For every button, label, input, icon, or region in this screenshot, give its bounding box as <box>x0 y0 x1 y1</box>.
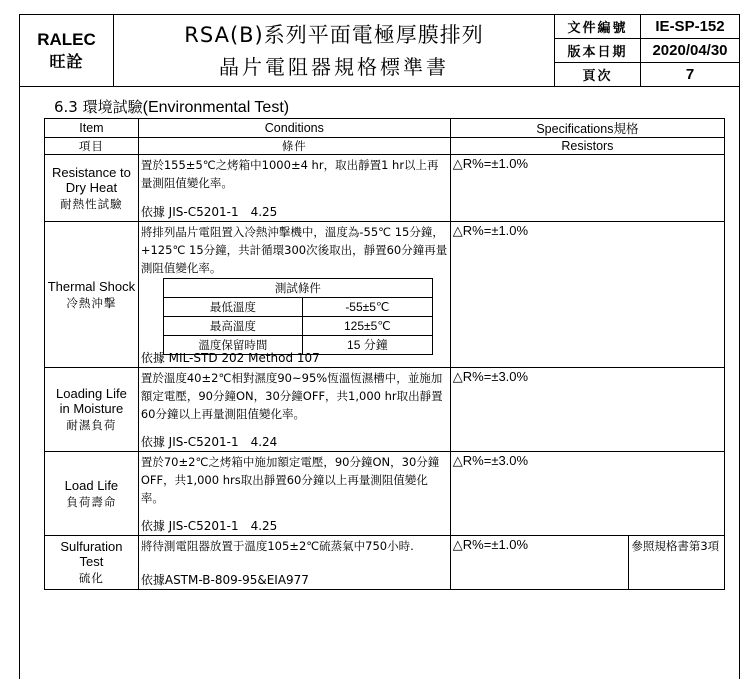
condition-cell <box>138 368 450 452</box>
table-row <box>45 155 725 222</box>
doc-number-label: 文件編號 <box>555 15 641 39</box>
spec-value: △R%=±1.0% <box>450 222 724 368</box>
brand-name-en: RALEC <box>37 29 96 49</box>
section-title-en: (Environmental Test) <box>142 99 290 116</box>
test-conditions-title: 測試條件 <box>163 279 432 298</box>
dwell-time-value: 15 分鐘 <box>302 336 432 355</box>
item-name-cn: 硫化 <box>78 571 104 585</box>
table-row <box>45 452 725 536</box>
table-row <box>45 222 725 368</box>
section-title-cn: 環境試驗 <box>82 98 143 116</box>
section-heading <box>54 96 289 117</box>
header-item-cn: 項目 <box>45 138 139 155</box>
version-date-label: 版本日期 <box>555 39 641 63</box>
item-name-en: Sulfuration Test <box>60 539 123 569</box>
spec-value: △R%=±3.0% <box>450 368 724 452</box>
item-cell <box>45 155 139 222</box>
item-name-cn: 負荷壽命 <box>66 494 117 509</box>
page-number-value: 7 <box>641 63 740 87</box>
standard-reference: 依據ASTM-B-809-95&EIA977 <box>140 573 309 587</box>
spec-value: △R%=±1.0% <box>450 155 724 222</box>
max-temp-label: 最高溫度 <box>163 317 302 336</box>
table-row <box>45 368 725 452</box>
doc-number-value: IE-SP-152 <box>641 15 740 39</box>
condition-text: 置於溫度40±2℃相對濕度90~95%恆溫恆濕槽中，並施加額定電壓，90分鐘ON，30分鐘OFF，共1,000 hr取出靜置60分鐘以上再量測阻值變化率。 <box>140 371 443 421</box>
condition-text: 置於155±5℃之烤箱中1000±4 hr，取出靜置1 hr以上再量測阻值變化率。 <box>140 158 439 190</box>
standard-reference: 依據 JIS-C5201-1 4.24 <box>140 435 278 449</box>
item-name-en: Resistance to Dry Heat <box>52 164 131 195</box>
item-cell <box>45 452 139 536</box>
header-item-en: Item <box>45 119 139 138</box>
header-conditions-en: Conditions <box>138 119 450 138</box>
condition-cell <box>138 536 450 590</box>
condition-text: 將排列晶片電阻置入冷熱沖擊機中，溫度為-55℃ 15分鐘，+125℃ 15分鐘，共計循環300次後取出，靜置60分鐘再量測阻值變化率。 <box>140 225 448 275</box>
environmental-test-table <box>44 118 725 590</box>
item-name-en: Load Life <box>64 477 119 493</box>
condition-cell <box>138 222 450 368</box>
title-line-2: 晶片電阻器規格標準書 <box>219 54 449 79</box>
document-title <box>114 15 555 87</box>
max-temp-value: 125±5℃ <box>302 317 432 336</box>
page-number-label: 頁次 <box>555 63 641 87</box>
standard-reference: 依據 JIS-C5201-1 4.25 <box>140 205 278 219</box>
min-temp-label: 最低溫度 <box>163 298 302 317</box>
item-name-en: Thermal Shock <box>47 278 136 294</box>
document-header <box>19 14 740 87</box>
condition-text: 將待測電阻器放置于溫度105±2℃硫蒸氣中750小時. <box>140 539 414 553</box>
dwell-time-label: 溫度保留時間 <box>163 336 302 355</box>
table-row <box>45 536 725 590</box>
spec-value: △R%=±1.0% <box>450 536 629 590</box>
item-cell <box>45 222 139 368</box>
test-conditions-table <box>163 278 433 355</box>
spec-value: △R%=±3.0% <box>450 452 724 536</box>
condition-cell <box>138 155 450 222</box>
page-border-right <box>739 86 740 679</box>
brand-name-cn: 旺詮 <box>49 51 84 71</box>
page-border-left <box>19 86 20 679</box>
item-name-cn: 耐濕負荷 <box>66 418 117 432</box>
item-name-cn: 耐熱性試驗 <box>60 196 123 211</box>
section-number: 6.3 <box>54 98 78 116</box>
condition-cell <box>138 452 450 536</box>
standard-reference: 依據 MIL-STD 202 Method 107 <box>140 351 320 365</box>
min-temp-value: -55±5℃ <box>302 298 432 317</box>
item-cell <box>45 536 139 590</box>
header-conditions-cn: 條件 <box>138 138 450 155</box>
condition-text: 置於70±2℃之烤箱中施加額定電壓，90分鐘ON，30分鐘OFF，共1,000 hrs取出靜置60分鐘以上再量測阻值變化率。 <box>140 455 440 505</box>
header-specifications: Specifications規格 <box>450 119 724 138</box>
header-resistors: Resistors <box>450 138 724 155</box>
item-cell <box>45 368 139 452</box>
title-line-1: RSA(B)系列平面電極厚膜排列 <box>184 22 484 47</box>
item-name-cn: 冷熱沖擊 <box>66 295 117 310</box>
standard-reference: 依據 JIS-C5201-1 4.25 <box>140 519 278 533</box>
spec-note: 參照規格書第3項 <box>629 536 725 590</box>
item-name-en: Loading Life in Moisture <box>56 386 127 416</box>
company-brand <box>20 15 114 87</box>
version-date-value: 2020/04/30 <box>641 39 740 63</box>
